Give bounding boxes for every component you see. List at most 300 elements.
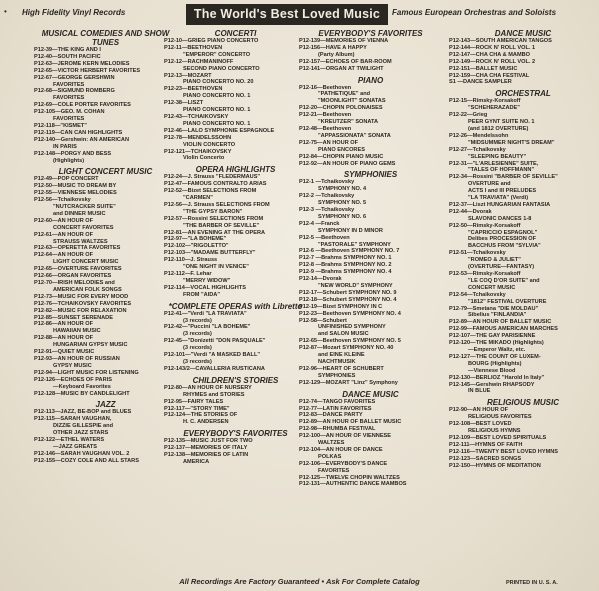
entry-title: P12-9 —Brahms SYMPHONY NO. 4 [299,269,392,276]
entry-continuation: H. C. ANDERSEN [183,419,229,426]
entry-continuation: OTHER JAZZ STARS [53,430,109,437]
entry-title: P12-15—Rimsky-Korsakoff [449,98,521,105]
entry-title: P12-81—AN EVENING AT THE OPERA [164,229,266,236]
catalog-entry [34,190,177,197]
catalog-entry [34,273,177,280]
entry-title: P12-51—Tchaikovsky [449,250,506,257]
entry-title: P12-58—Schubert [299,317,347,324]
catalog-entry [34,321,177,335]
catalog-entry [299,318,442,339]
section-heading: DANCE MUSIC [494,29,552,38]
entry-continuation: PIANO ENCORES [318,146,365,153]
catalog-entry [299,193,442,207]
entry-title: P12-94—LIGHT MUSIC FOR LISTENING [34,369,139,376]
entry-continuation: —JAZZ GREATS [53,443,98,450]
entry-continuation: "TALES OF HOFFMANN" [468,167,535,174]
entry-title: P12-126—ECHOES OF PARIS [34,376,112,383]
entry-title: P12-87—Mozart SYMPHONY NO. 40 [299,345,394,352]
catalog-entry [164,352,307,366]
entry-title: P12-40—SOUTH PACIFIC [34,53,101,60]
entry-title: P12-31—"L'ARLESIENNE" SUITE, [449,160,539,167]
entry-title: P12-66—ORGAN FAVORITES [34,273,112,280]
entry-title: P12-128—MUSIC BY CANDLELIGHT [34,390,130,397]
catalog-entry [449,292,597,306]
catalog-entry [449,202,597,209]
entry-title: P12-17—Schubert SYMPHONY NO. 9 [299,289,397,296]
catalog-entry [164,324,307,338]
entry-title: P12-69—COLE PORTER FAVORITES [34,102,131,109]
catalog-entry [34,409,177,416]
entry-title: P12-95—FAIRY TALES [164,398,224,405]
entry-title: P12-115—SARAH VAUGHAN, [34,416,112,423]
entry-title: P12-98—RHUMBA FESTIVAL [299,426,376,433]
entry-title: P12-3 —Tchaikovsky [299,207,355,214]
catalog-entry [299,345,442,366]
entry-continuation: (Party Album) [318,51,355,58]
entry-title: P12-64—AN HOUR OF [34,252,94,259]
entry-title: P12-131—AUTHENTIC DANCE MAMBOS [299,481,407,488]
catalog-entry [164,45,307,59]
entry-title: P12-112—F. Lehar [164,271,212,277]
entry-continuation: "THE GYPSY BARON" [183,208,243,215]
catalog-entry [164,338,307,352]
entry-title: P12-83—DANCE PARTY [299,412,363,419]
entry-continuation: GYPSY MUSIC [53,362,92,369]
entry-title: P12-16—Beethoven [299,84,352,91]
catalog-entry [449,250,597,271]
entry-continuation: SYMPHONY NO. 6 [318,213,367,220]
section-heading: MUSICAL COMEDIES AND SHOW TUNES [41,29,170,47]
catalog-entry [164,114,307,128]
entry-title: P12-49—POP CONCERT [34,176,99,183]
entry-continuation: AMERICA [183,458,210,465]
footer-text: All Recordings Are Factory Guaranteed • Ask For Complete Catalog [179,577,420,586]
page-title: The World's Best Loved Music [186,4,388,25]
catalog-entry [449,435,597,442]
catalog-entry [34,137,177,151]
section-heading: SYMPHONIES [343,170,398,180]
catalog-entry [34,75,177,89]
entry-title: P12-23—Beethoven SYMPHONY NO. 4 [299,310,401,317]
catalog-entry [34,47,177,54]
section-heading: EVERYBODY'S FAVORITES [183,429,288,439]
catalog-entry [299,262,442,269]
entry-title: P12-45—"Donizetti "DON PASQUALE" [164,338,266,345]
catalog-entry [299,338,442,345]
section-heading: *COMPLETE OPERAS with Libretto [168,301,303,311]
label-left: High Fidelity Vinyl Records [22,8,126,17]
column-3 [299,26,442,488]
entry-continuation: VIOLIN CONCERTO [183,141,236,148]
entry-title: P12-100—AN HOUR OF VIENNESE [299,433,392,440]
entry-title: P12-143/2—CAVALLERIA RUSTICANA [164,365,265,372]
entry-continuation: SLAVONIC DANCES 1-8 [468,215,532,222]
entry-title: S1 —DANCE SAMPLER [449,79,512,86]
section-heading: OPERA HIGHLIGHTS [195,165,276,175]
entry-continuation: "MIDSUMMER NIGHT'S DREAM" [468,139,555,146]
entry-title: P12-86—AN HOUR OF [34,321,94,328]
catalog-entry [34,437,177,451]
entry-continuation: "NUTCRACKER SUITE" [53,204,116,211]
catalog-entry [34,197,177,218]
catalog-entry [34,391,177,398]
catalog-entry [34,183,177,190]
entry-title: P12-84—CHOPIN PIANO MUSIC [299,153,384,160]
catalog-entry [34,294,177,301]
catalog-entry [164,412,307,426]
section-heading: LIGHT CONCERT MUSIC [58,167,153,177]
entry-title: P12-108—BEST LOVED [449,421,512,428]
entry-continuation: (and 1812 OVERTURE) [468,125,529,132]
entry-continuation: SYMPHONY NO. 4 [318,186,367,193]
entry-title: P12-74—TANGO FAVORITES [299,398,376,405]
catalog-entry [299,126,442,140]
section-heading: JAZZ [95,400,116,410]
entry-title: P12-46—LALO SYMPHONIE ESPAGNOLE [164,127,275,134]
catalog-entry [449,271,597,292]
catalog-entry [299,105,442,112]
catalog-entry [34,176,177,183]
catalog-entry [34,451,177,458]
catalog-entry [164,100,307,114]
entry-title: P12-57—Rossini SELECTIONS FROM [164,215,264,222]
entry-title: P12-63—JEROME KERN MELODIES [34,60,130,67]
catalog-entry [449,463,597,470]
entry-continuation: and SALON MUSIC [318,331,369,338]
entry-continuation: "CARMEN" [183,195,213,202]
catalog-entry [34,252,177,266]
entry-title: P12-121—TCHAIKOVSKY [164,148,232,155]
entry-title: P12-80—AN HOUR OF NURSERY [164,384,252,391]
entry-continuation: BOURG (Highlights) [468,360,522,367]
entry-title: P12-117—"STORY TIME" [164,405,230,412]
catalog-entry [299,38,442,45]
entry-continuation: "LE COQ D'OR SUITE" and [468,277,540,284]
catalog-entry [164,38,307,45]
entry-continuation: CONCERT MUSIC [468,284,516,291]
entry-title: P12-8 —Brahms SYMPHONY NO. 2 [299,262,392,269]
entry-continuation: SYMPHONY NO. 5 [318,200,367,207]
entry-title: P12-114—VOCAL HIGHLIGHTS [164,284,246,291]
entry-title: P12-130—BERLIOZ "Harold In Italy" [449,374,545,381]
catalog-entry [34,232,177,246]
entry-title: P12-41—"Verdi "LA TRAVIATA" [164,310,247,317]
entry-title: P12-103—"MADAME BUTTERFLY" [164,250,256,257]
catalog-entry [449,98,597,112]
entry-continuation: SYMPHONY IN D MINOR [318,227,383,234]
entry-continuation: "KREUTZER" SONATA [318,119,379,126]
catalog-entry [299,140,442,154]
entry-title: P12-145—Gershwin RHAPSODY [449,381,535,388]
catalog-entry [449,38,597,45]
catalog-entry [34,61,177,68]
entry-title: P12-22—Grieg [449,112,488,119]
entry-continuation: "LA TRAVIATA" (Verdi) [468,195,529,202]
entry-continuation: "NEW WORLD" SYMPHONY [318,283,393,289]
entry-title: P12-42—"Puccini "LA BOHEME" [164,324,251,331]
catalog-entry [449,449,597,456]
entry-continuation: DIZZIE GILLESPIE and [53,423,113,430]
entry-title: P12-123—SACRED SONGS [449,455,522,462]
catalog-entry [164,243,307,250]
catalog-entry [449,223,597,251]
catalog-entry [449,79,597,86]
section-heading: PIANO [357,75,384,85]
entry-title: P12-2 —Tchaikovsky [299,193,355,200]
entry-continuation: and DINNER MUSIC [53,210,106,217]
catalog-entry [164,174,307,181]
catalog-entry [299,412,442,419]
entry-continuation: —Keyboard Favorites [53,383,111,390]
entry-title: P12-143—SOUTH AMERICAN TANGOS [449,38,552,44]
entry-continuation: SYMPHONIES [318,372,356,379]
entry-title: P12-111—HYMNS OF FAITH [449,441,523,448]
entry-continuation: FROM "AIDA" [183,291,220,298]
catalog-entry [449,161,597,175]
catalog-entry [449,421,597,435]
catalog-entry [299,311,442,318]
entry-continuation: "MERRY WIDOW" [183,277,231,284]
entry-title: P12-91—QUIET MUSIC [34,349,95,356]
entry-title: P12-6 —Beethoven SYMPHONY NO. 7 [299,248,400,255]
catalog-entry [34,315,177,322]
entry-title: P12-113—JAZZ, BE-BOP and BLUES [34,409,132,416]
entry-continuation: "SCHEHERAZADE" [468,105,520,112]
entry-continuation: CONCERT FAVORITES [53,224,114,231]
catalog-entry [449,319,597,326]
catalog-entry [299,85,442,106]
entry-title: P12-129—MOZART "Linz" Symphony [299,379,398,386]
entry-title: P12-139—MEMORIES OF VIENNA [299,38,389,44]
entry-title: P12-156—HAVE A HAPPY [299,44,367,51]
entry-continuation: "CAPRICCIO ESPAGNOL" [468,229,538,236]
entry-title: P12-101—"Verdi "A MASKED BALL" [164,352,261,359]
catalog-entry [299,248,442,255]
entry-title: P12-4 —Franck [299,220,340,227]
catalog-entry [299,481,442,488]
catalog-entry [34,88,177,102]
entry-continuation: AMERICAN FOLK SONGS [53,286,122,293]
catalog-entry [164,311,307,325]
entry-continuation: "SLEEPING BEAUTY" [468,153,527,160]
entry-title: P12-70—IRISH MELODIES and [34,280,115,286]
catalog-entry [34,54,177,61]
catalog-entry [34,308,177,315]
entry-title: P12-43—TCHAIKOVSKY [164,113,229,120]
entry-title: P12-116—TWENTY BEST LOVED HYMNS [449,448,558,455]
entry-title: P12-109—BEST LOVED SPIRITUALS [449,434,547,441]
catalog-entry [449,326,597,333]
entry-continuation: and EINE KLEINE [318,352,365,359]
catalog-entry [449,112,597,133]
entry-title: P12-159—CHA CHA FESTIVAL [449,72,530,79]
entry-title: P12-61—AN HOUR OF [34,231,94,238]
entry-continuation: UNFINISHED SYMPHONY [318,324,386,331]
entry-continuation: SECOND PIANO CONCERTO [183,65,260,72]
catalog-entry [299,461,442,475]
entry-title: P12-68—SIGMUND ROMBERG [34,88,115,95]
entry-title: P12-23—BEETHOVEN [164,86,223,93]
entry-title: P12-44—Dvorak [449,208,492,215]
catalog-entry [164,135,307,149]
entry-title: P12-127—THE COUNT OF LUXEM- [449,353,541,360]
entry-title: P12-138—MEMORIES OF LATIN [164,452,249,459]
catalog-entry [449,340,597,354]
catalog-entry [449,209,597,223]
catalog-entry [34,370,177,377]
catalog-entry [299,304,442,311]
catalog-entry [34,349,177,356]
catalog-entry [449,66,597,73]
entry-continuation: HAWAIIAN MUSIC [53,328,101,335]
catalog-entry [164,202,307,216]
catalog-entry [299,269,442,276]
catalog-entry [34,130,177,137]
entry-title: P12-93—AN HOUR OF RUSSIAN [34,355,120,362]
entry-continuation: —Viennese Blood [468,367,516,374]
entry-title: P12-54—Tchaikovsky [449,291,506,298]
catalog-entry [449,407,597,421]
entry-continuation: RELIGIOUS HYMNS [468,428,521,435]
column-2 [164,26,307,466]
catalog-entry [449,333,597,340]
entry-title: P12-89—AN HOUR OF BALLET MUSIC [299,419,402,426]
entry-continuation: IN PARIS [53,143,77,150]
entry-title: P12-141—ORGAN AT TWILIGHT [299,65,384,72]
entry-title: P12-53—Rimsky-Korsakoff [449,271,521,277]
catalog-entry [299,399,442,406]
entry-title: P12-14—Dvorak [299,276,342,283]
catalog-entry [164,149,307,163]
catalog-entry [34,458,177,465]
section-heading: ORCHESTRAL [495,89,551,99]
entry-continuation: HUNGARIAN GYPSY MUSIC [53,342,128,349]
column-4 [449,26,597,469]
catalog-entry [34,301,177,308]
entry-continuation: "1812" FESTIVAL OVERTURE [468,298,547,305]
entry-continuation: FAVORITES [53,81,85,88]
catalog-entry [164,257,307,271]
entry-title: P12-118—"KISMET" [34,122,87,129]
column-1 [34,26,177,465]
catalog-entry [449,306,597,320]
entry-continuation: NACHTMUSIK [318,358,356,365]
catalog-entry [164,445,307,452]
entry-title: P12-99—FAMOUS AMERICAN MARCHES [449,326,558,333]
entry-title: P12-65—VICTOR HERBERT FAVORITES [34,67,141,74]
entry-title: P12-50—MUSIC TO DREAM BY [34,183,117,190]
entry-title: P12-19—Bizet SYMPHONY IN C [299,303,383,310]
catalog-entry [299,179,442,193]
catalog-entry [299,255,442,262]
catalog-entry [299,161,442,168]
entry-title: P12-125—TWELVE CHOPIN WALTZES [299,474,400,481]
entry-continuation: PIANO CONCERTO NO. 1 [183,93,251,100]
catalog-entry [449,133,597,147]
catalog-entry [299,475,442,482]
entry-continuation: Delibes PROCESSION OF [468,236,537,243]
entry-continuation: PIANO CONCERTO NO. 20 [183,79,254,86]
entry-continuation: "PASTORALE" SYMPHONY [318,241,391,248]
catalog-entry [34,266,177,273]
entry-continuation: STRAUSS WALTZES [53,238,108,245]
entry-title: P12-18—Schubert SYMPHONY NO. 4 [299,296,397,303]
catalog-entry [34,245,177,252]
catalog-entry [449,73,597,80]
entry-title: P12-12—RACHMANINOFF [164,58,234,65]
entry-title: P12-151—BALLET MUSIC [449,65,518,72]
header [0,4,599,26]
bullet-mark: • [4,7,7,16]
entry-continuation: (3 records) [183,345,212,352]
section-heading: RELIGIOUS MUSIC [486,398,559,408]
catalog-entry [34,151,177,165]
entry-title: P12-85—SUNSET SERENADE [34,314,113,321]
entry-title: P12-88—AN HOUR OF [34,335,94,342]
catalog-entry [299,366,442,380]
entry-title: P12-56—J. Strauss SELECTIONS FROM [164,201,270,208]
entry-title: P12-107—THE GAY PARISIENNE [449,333,536,340]
entry-title: P12-148—PORGY AND BESS [34,150,112,157]
entry-title: P12-56—Tchaikovsky [34,197,91,204]
entry-title: P12-124—THE STORIES OF [164,412,238,419]
entry-title: P12-21—Beethoven [299,112,352,119]
catalog-entry [299,154,442,161]
entry-continuation: POLKAS [318,453,342,460]
catalog-entry [449,375,597,382]
entry-title: P12-82—MUSIC FOR RELAXATION [34,307,127,314]
entry-continuation: Violin Concerto [183,155,225,162]
entry-title: P12-149—ROCK N' ROLL VOL. 2 [449,58,536,65]
entry-continuation: "APPASSIONATA" SONATA [318,132,391,139]
section-heading: CONCERTI [214,29,257,38]
entry-continuation: PEER GYNT SUITE NO. 1 [468,119,535,126]
catalog-entry [34,416,177,437]
catalog-entry [164,59,307,73]
catalog-entry [299,235,442,249]
section-heading: DANCE MUSIC [342,389,399,399]
entry-continuation: OVERTURE and [468,181,511,188]
entry-title: P12-110—J. Strauss [164,257,218,264]
catalog-entry [299,276,442,290]
catalog-entry [164,188,307,202]
catalog-entry [299,59,442,66]
label-right: Famous European Orchestras and Soloists [392,8,557,17]
entry-title: P12-104—AN HOUR OF DANCE [299,446,383,453]
catalog-entry [299,207,442,221]
catalog-entry [164,406,307,413]
catalog-entry [164,399,307,406]
catalog-entry [299,380,442,387]
entry-title: P12-92—AN HOUR OF PIANO GEMS [299,160,396,167]
entry-title: P12-47—FAMOUS CONTRALTO ARIAS [164,181,267,188]
entry-title: P12-146—SARAH VAUGHAN VOL. 2 [34,450,130,457]
catalog-entry [34,218,177,232]
catalog-entry [449,442,597,449]
entry-continuation: PIANO CONCERTO NO. 1 [183,107,251,114]
entry-title: P12-122—ETHEL WATERS [34,437,105,444]
entry-title: P12-76—TCHAIKOVSKY FAVORITES [34,300,132,307]
entry-title: P12-20—CHOPIN POLONAISES [299,105,383,112]
entry-continuation: Sibelius "FINLANDIA" [468,312,527,319]
catalog-entry [34,123,177,130]
entry-title: P12-155—COZY COLE AND ALL STARS [34,457,139,464]
entry-continuation: "PATHETIQUE" and [318,91,371,98]
entry-title: P12-75—AN HOUR OF [299,139,359,146]
entry-continuation: FAVORITES [53,95,85,102]
catalog-entry [299,447,442,461]
catalog-entry [34,335,177,349]
